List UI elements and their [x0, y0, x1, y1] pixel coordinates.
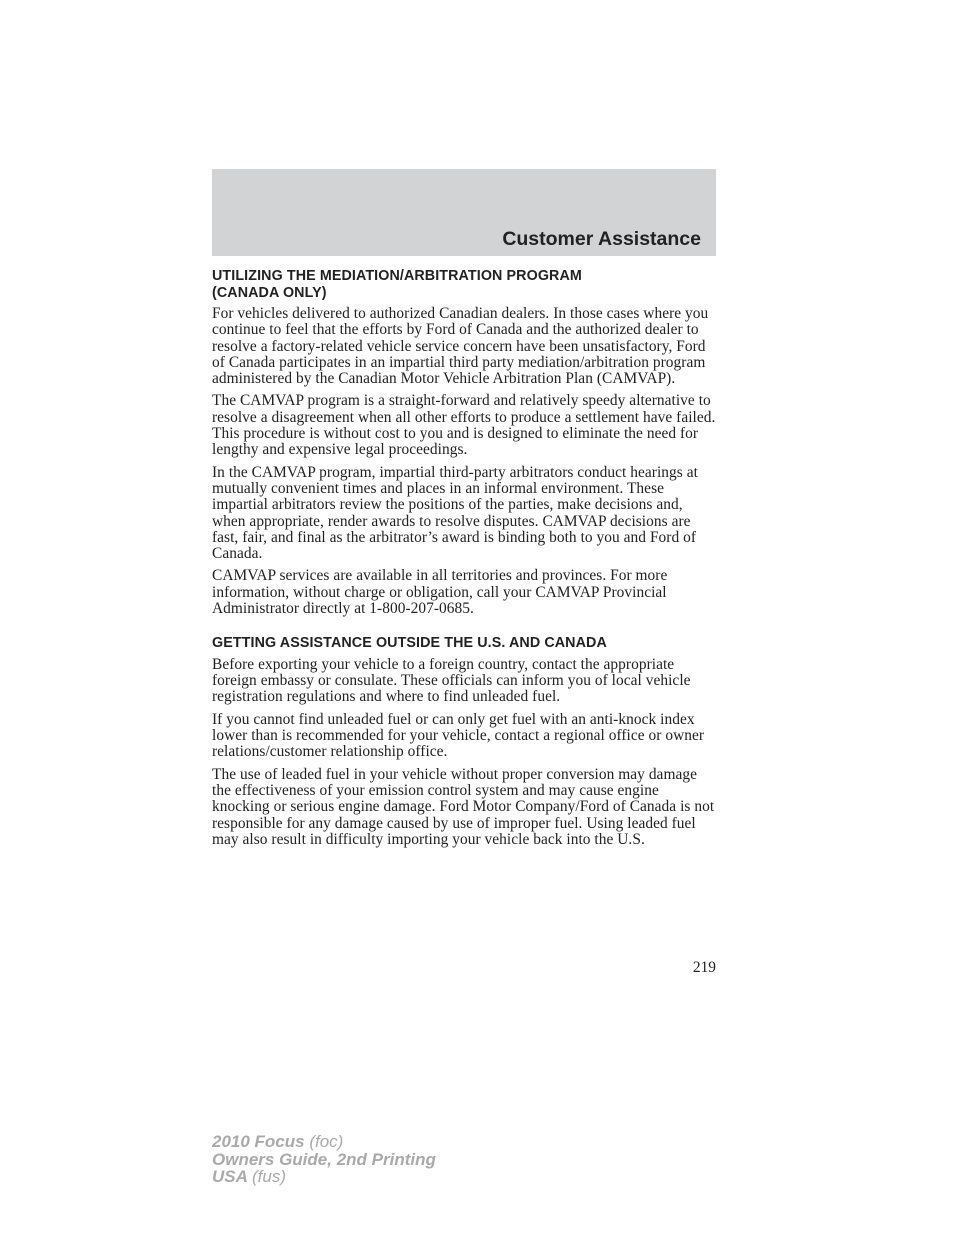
footer-line-2: Owners Guide, 2nd Printing [212, 1149, 436, 1169]
paragraph: CAMVAP services are available in all territories and provinces. For more information, without charge or obligation, call your CAMVAP Provincial Administrator directly at 1-800-207-0685. [212, 567, 668, 618]
paragraph: If you cannot find unleaded fuel or can only get fuel with an anti-knock index lower than is recommended for your vehicle, contact a regional office or owner relations/customer relationship office. [212, 710, 705, 761]
footer-line-3 [212, 1168, 436, 1186]
heading-line-2: (CANADA ONLY) [212, 284, 327, 301]
section-heading-outside-us: GETTING ASSISTANCE OUTSIDE THE U.S. AND CANADA [212, 635, 607, 652]
footer-model: 2010 Focus [212, 1132, 305, 1151]
paragraph: The use of leaded fuel in your vehicle without proper conversion may damage the effectiveness of your emission control system and may cause engine knocking or serious engine damage. Ford Motor Company/Ford of Canada is not responsible for any damage caused by use of improper fuel. Using leaded fuel may also result in difficulty importing your vehicle back into the U.S. [212, 765, 715, 848]
paragraph: The CAMVAP program is a straight-forward and relatively speedy alternative to resolve a disagreement when all other efforts to produce a settlement have failed. This procedure is without cost to you and is designed to eliminate the need for lengthy and expensive legal proceedings. [212, 392, 716, 459]
page-number: 219 [692, 959, 716, 976]
footer [212, 1133, 436, 1186]
main-content [212, 268, 718, 854]
page-title: Customer Assistance [502, 228, 701, 250]
paragraph: In the CAMVAP program, impartial third-party arbitrators conduct hearings at mutually convenient times and places in an informal environment. These impartial arbitrators review the positions of the parties, make decisions and, when appropriate, render awards to resolve disputes. CAMVAP decisions are fast, fair, and final as the arbitrator’s award is binding both to you and Ford of Canada. [212, 463, 698, 563]
section-heading-mediation [212, 268, 718, 301]
footer-region: USA [212, 1167, 248, 1186]
footer-model-code: (foc) [309, 1132, 344, 1151]
header-band [212, 169, 716, 256]
footer-line-1 [212, 1133, 436, 1151]
paragraph: For vehicles delivered to authorized Canadian dealers. In those cases where you continue to feel that the efforts by Ford of Canada and the authorized dealer to resolve a factory-related vehicle service concern have been unsatisfactory, Ford of Canada participates in an impartial third party mediation/arbitration program administered by the Canadian Motor Vehicle Arbitration Plan (CAMVAP). [212, 305, 709, 388]
heading-line-1: UTILIZING THE MEDIATION/ARBITRATION PROGRAM [212, 268, 582, 284]
paragraph: Before exporting your vehicle to a foreign country, contact the appropriate foreign embassy or consulate. These officials can inform you of local vehicle registration regulations and where to find unleaded fuel. [212, 655, 691, 706]
footer-region-code: (fus) [252, 1167, 286, 1186]
